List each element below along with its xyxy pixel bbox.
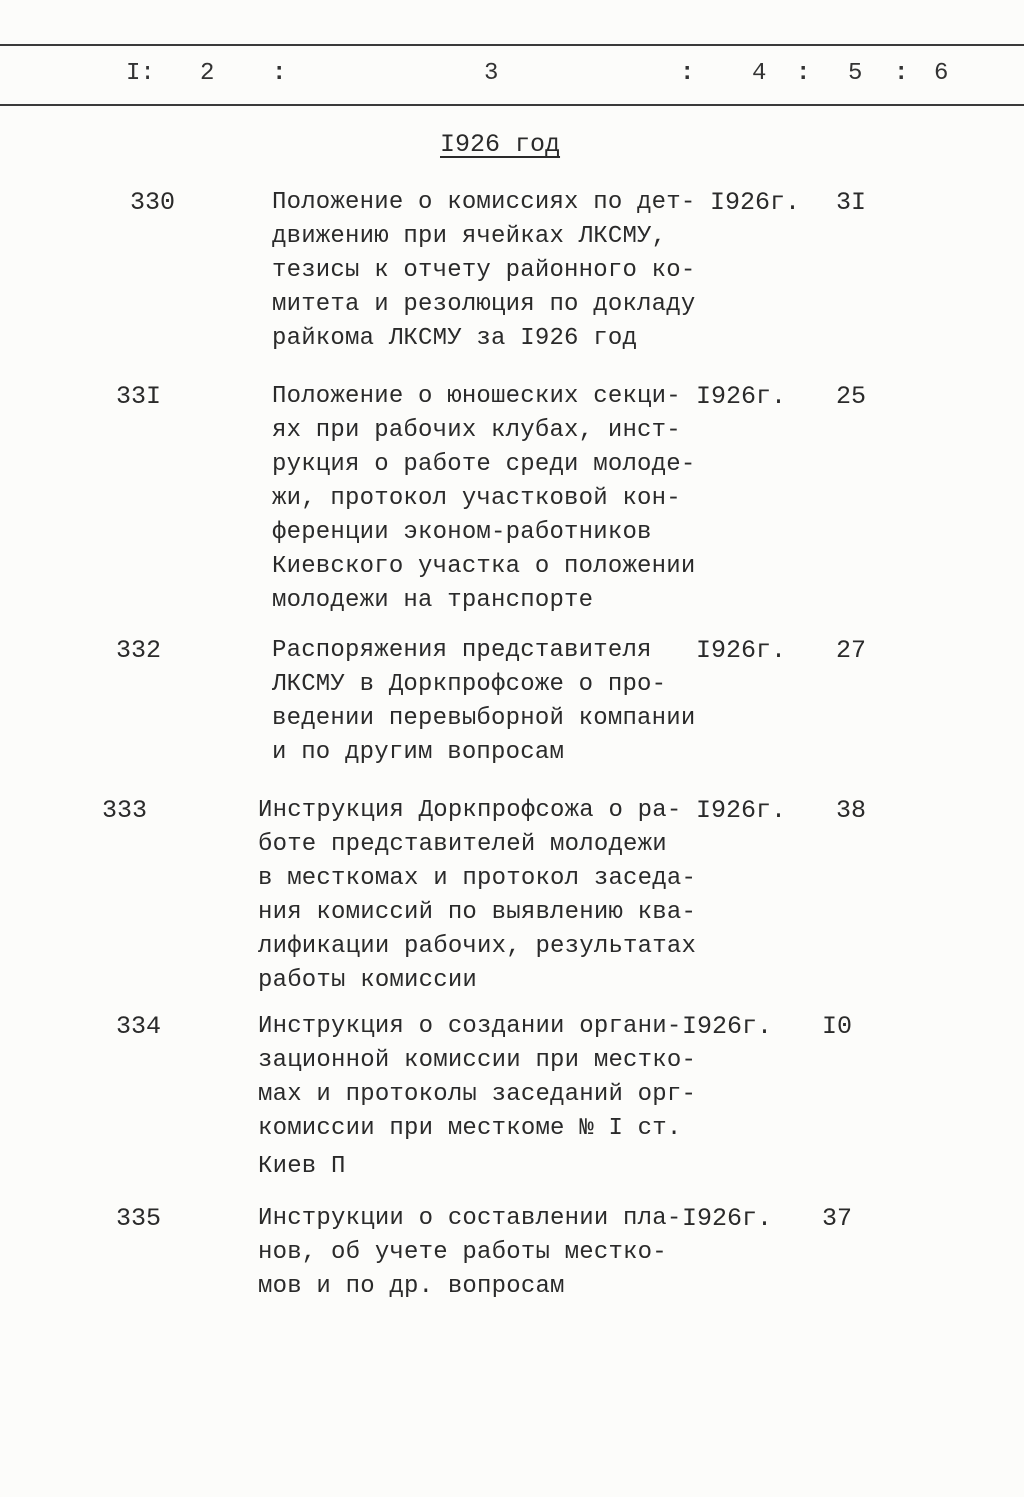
entry-date: I926г. xyxy=(710,188,801,217)
description-line: ния комиссий по выявлению ква- xyxy=(258,899,697,926)
entry-page-count: 38 xyxy=(836,796,867,825)
header-separator: : xyxy=(796,60,811,87)
entry-number: 332 xyxy=(116,636,162,665)
description-line: работы комиссии xyxy=(258,967,478,994)
header-col-6: 6 xyxy=(934,60,949,87)
description-line: мов и по др. вопросам xyxy=(258,1273,565,1300)
header-top-rule xyxy=(0,44,1024,46)
header-separator: : xyxy=(680,60,695,87)
description-line: ЛКСМУ в Доркпрофсоже о про- xyxy=(272,671,667,698)
entry-number: 33I xyxy=(116,382,162,411)
header-bottom-rule xyxy=(0,104,1024,106)
description-line: Киевского участка о положении xyxy=(272,553,696,580)
entry-description xyxy=(272,186,712,356)
entry-description xyxy=(258,794,698,998)
description-line: ях при рабочих клубах, инст- xyxy=(272,417,681,444)
entry-page-count: 3I xyxy=(836,188,867,217)
description-line: молодежи на транспорте xyxy=(272,587,594,614)
description-line: ференции эконом-работников xyxy=(272,519,652,546)
header-separator: : xyxy=(894,60,909,87)
header-col-2: 2 xyxy=(200,60,215,87)
entry-page-count: 37 xyxy=(822,1204,853,1233)
entry-description xyxy=(272,634,712,770)
header-separator: : xyxy=(272,60,287,87)
description-line: Положение о юношеских секци- xyxy=(272,383,681,410)
description-line: в месткомах и протокол заседа- xyxy=(258,865,697,892)
description-line: боте представителей молодежи xyxy=(258,831,667,858)
description-line: Инструкции о составлении пла- xyxy=(258,1205,682,1232)
description-line: райкома ЛКСМУ за I926 год xyxy=(272,325,638,352)
description-line: ведении перевыборной компании xyxy=(272,705,696,732)
description-line: и по другим вопросам xyxy=(272,739,565,766)
entry-number: 335 xyxy=(116,1204,162,1233)
description-line: тезисы к отчету районного ко- xyxy=(272,257,696,284)
description-line: Инструкция Доркпрофсожа о ра- xyxy=(258,797,682,824)
description-line: движению при ячейках ЛКСМУ, xyxy=(272,223,667,250)
entry-description xyxy=(258,1010,698,1184)
description-line: Распоряжения представителя xyxy=(272,637,652,664)
entry-description xyxy=(272,380,712,618)
description-line: Киев П xyxy=(258,1153,346,1180)
entry-page-count: 25 xyxy=(836,382,867,411)
header-col-4: 4 xyxy=(752,60,767,87)
entry-page-count: I0 xyxy=(822,1012,853,1041)
entry-date: I926г. xyxy=(682,1204,773,1233)
entry-date: I926г. xyxy=(696,636,787,665)
entry-description xyxy=(258,1202,698,1304)
description-line: Положение о комиссиях по дет- xyxy=(272,189,696,216)
entry-number: 334 xyxy=(116,1012,162,1041)
description-line: зационной комиссии при местко- xyxy=(258,1047,697,1074)
entry-number: 333 xyxy=(102,796,148,825)
description-line: лификации рабочих, результатах xyxy=(258,933,697,960)
header-col-1: I: xyxy=(126,60,155,87)
description-line: мах и протоколы заседаний орг- xyxy=(258,1081,697,1108)
description-line: рукция о работе среди молоде- xyxy=(272,451,696,478)
description-line: Инструкция о создании органи- xyxy=(258,1013,682,1040)
description-line: нов, об учете работы местко- xyxy=(258,1239,667,1266)
entry-date: I926г. xyxy=(696,796,787,825)
description-line: комиссии при месткоме № I ст. xyxy=(258,1115,682,1142)
description-line: жи, протокол участковой кон- xyxy=(272,485,681,512)
entry-page-count: 27 xyxy=(836,636,867,665)
entry-date: I926г. xyxy=(696,382,787,411)
entry-number: 330 xyxy=(130,188,176,217)
entry-date: I926г. xyxy=(682,1012,773,1041)
description-line: митета и резолюция по докладу xyxy=(272,291,696,318)
header-col-5: 5 xyxy=(848,60,863,87)
header-col-3: 3 xyxy=(484,60,499,87)
section-title: I926 год xyxy=(440,130,561,159)
